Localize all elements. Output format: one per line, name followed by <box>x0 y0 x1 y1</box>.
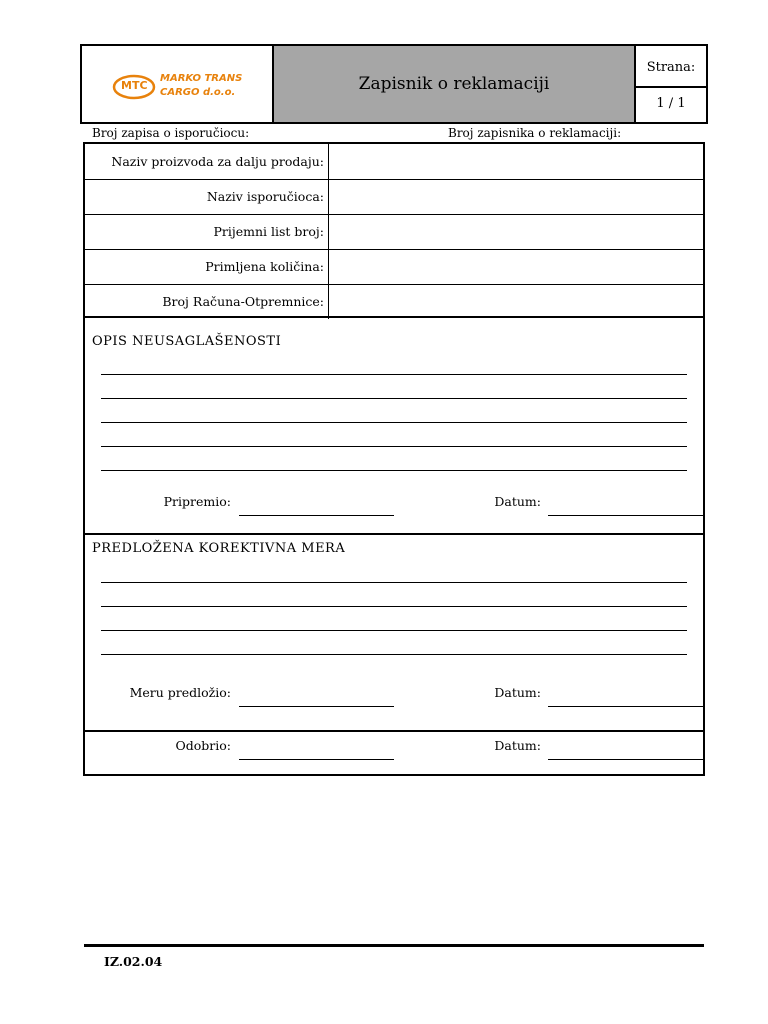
invoice-number-field[interactable] <box>331 284 703 319</box>
info-label: Naziv proizvoda za dalju prodaju: <box>85 144 329 179</box>
info-label: Primljena količina: <box>85 249 329 284</box>
info-row-receipt <box>85 214 703 250</box>
info-row-invoice <box>85 284 703 319</box>
date-label: Datum: <box>494 494 541 509</box>
complaint-record-label: Broj zapisnika o reklamaciji: <box>448 126 622 140</box>
corrective-line[interactable] <box>101 630 687 631</box>
prepared-signature-line[interactable] <box>239 515 394 516</box>
info-label: Naziv isporučioca: <box>85 179 329 214</box>
info-row-product <box>85 144 703 180</box>
page-label: Strana: <box>646 60 696 75</box>
company-logo <box>112 70 242 104</box>
date-label: Datum: <box>494 685 541 700</box>
info-table <box>83 142 705 318</box>
proposed-signature-line[interactable] <box>239 706 394 707</box>
nonconformity-line[interactable] <box>101 374 687 375</box>
prepared-date-line[interactable] <box>548 515 704 516</box>
logo-cell <box>82 46 274 122</box>
date-label: Datum: <box>494 738 541 753</box>
nonconformity-line[interactable] <box>101 470 687 471</box>
proposed-date-line[interactable] <box>548 706 704 707</box>
info-row-quantity <box>85 249 703 285</box>
proposed-label: Meru predložio: <box>129 685 231 700</box>
info-label: Prijemni list broj: <box>85 214 329 249</box>
quantity-field[interactable] <box>331 249 703 284</box>
document-header <box>80 44 708 124</box>
info-label: Broj Računa-Otpremnice: <box>85 284 329 319</box>
corrective-title: PREDLOŽENA KOREKTIVNA MERA <box>92 541 346 556</box>
prepared-label: Pripremio: <box>163 494 231 509</box>
nonconformity-section <box>83 318 705 535</box>
page-value: 1 / 1 <box>656 96 686 111</box>
product-name-field[interactable] <box>331 144 703 179</box>
page-divider <box>636 86 706 88</box>
corrective-line[interactable] <box>101 654 687 655</box>
approved-signature-line[interactable] <box>239 759 394 760</box>
logo-line1: MARKO TRANS <box>160 73 243 84</box>
approved-label: Odobrio: <box>175 738 231 753</box>
nonconformity-line[interactable] <box>101 398 687 399</box>
nonconformity-title: OPIS NEUSAGLAŠENOSTI <box>92 334 282 349</box>
logo-line2: CARGO d.o.o. <box>160 87 236 98</box>
logo-abbrev: MTC <box>121 79 148 92</box>
document-title: Zapisnik o reklamaciji <box>274 46 636 122</box>
nonconformity-line[interactable] <box>101 446 687 447</box>
corrective-line[interactable] <box>101 582 687 583</box>
corrective-line[interactable] <box>101 606 687 607</box>
supplier-name-field[interactable] <box>331 179 703 214</box>
form-code: IZ.02.04 <box>104 954 163 969</box>
approved-date-line[interactable] <box>548 759 704 760</box>
page-indicator <box>636 46 706 122</box>
info-row-supplier <box>85 179 703 215</box>
approval-section <box>83 730 705 776</box>
receipt-number-field[interactable] <box>331 214 703 249</box>
corrective-section <box>83 533 705 732</box>
nonconformity-line[interactable] <box>101 422 687 423</box>
delivery-record-label: Broj zapisa o isporučiocu: <box>92 126 250 140</box>
footer-divider <box>84 944 704 947</box>
